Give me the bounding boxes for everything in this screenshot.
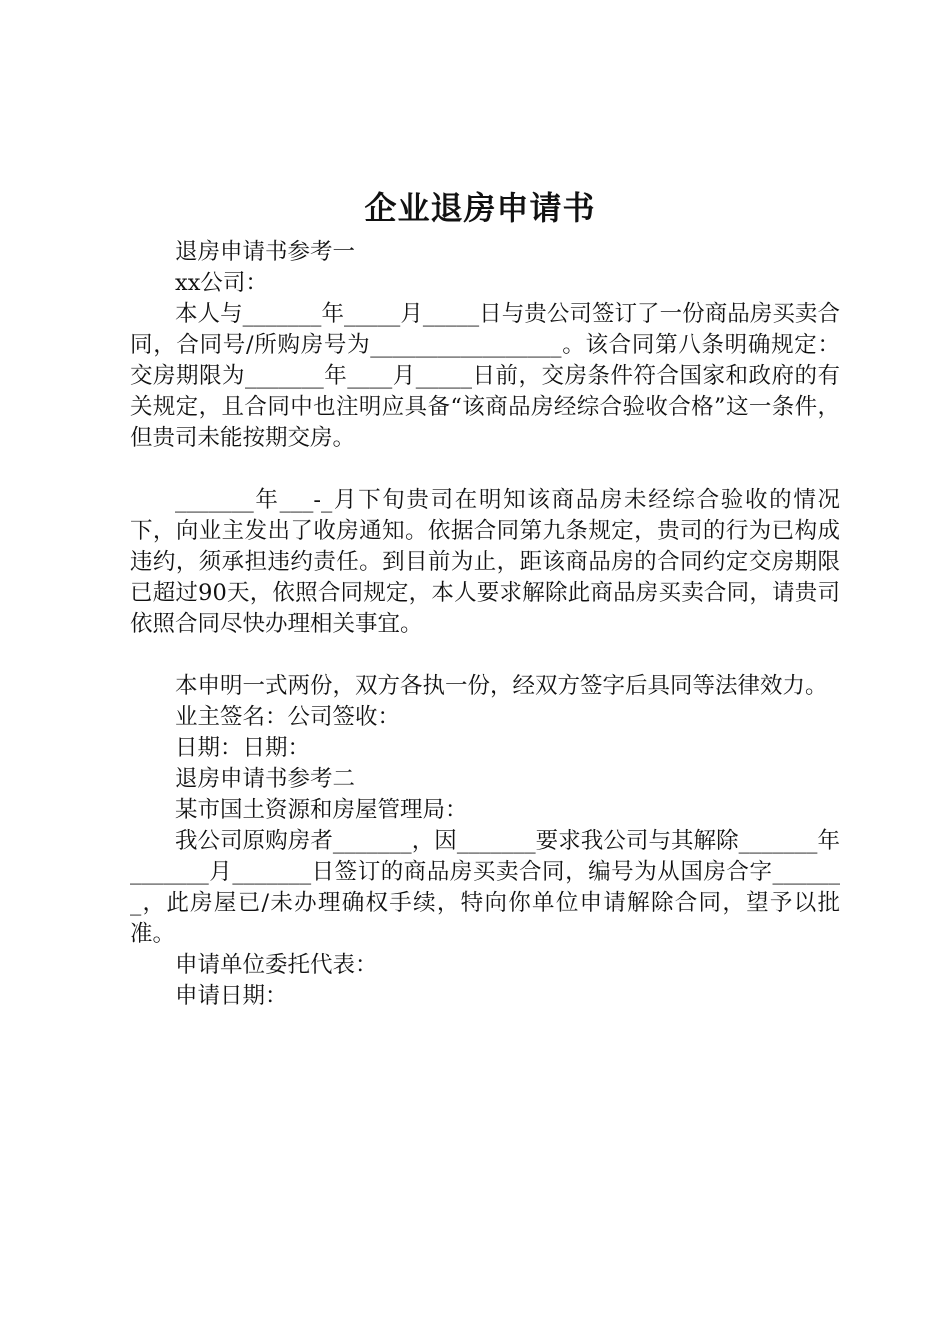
addressee-2: 某市国土资源和房屋管理局： (175, 797, 468, 823)
date-line: 日期：日期： (175, 735, 311, 761)
document-body (130, 237, 840, 1012)
applicant-representative-line: 申请单位委托代表： (175, 952, 378, 978)
signature-line: 业主签名：公司签收： (175, 704, 401, 730)
body-paragraph: 本人与_______年_____月_____日与贵公司签订了一份商品房买卖合同，合同号/所购房号为_________________。该合同第八条明确规定：交房期限为_______年____月_____日前，交房条件符合国家和政府的有关规定，且合同中也注明应具备“该商品房经综合验收合格”这一条件，但贵司未能按期交房。 (130, 301, 840, 451)
body-paragraph: 本申明一式两份，双方各执一份，经双方签字后具同等法律效力。 (175, 673, 828, 699)
application-date-line: 申请日期： (175, 983, 288, 1009)
body-paragraph: _______年___-_月下旬贵司在明知该商品房未经综合验收的情况下，向业主发出了收房通知。依据合同第九条规定，贵司的行为已构成违约，须承担违约责任。到目前为止，距该商品房的合同约定交房期限已超过90天，依照合同规定，本人要求解除此商品房买卖合同，请贵司依照合同尽快办理相关事宜。 (130, 487, 840, 637)
addressee-1: xx公司： (175, 270, 268, 296)
document-title: 企业退房申请书 (364, 189, 596, 227)
section-heading-2: 退房申请书参考二 (175, 766, 356, 792)
body-paragraph: 我公司原购房者_______，因_______要求我公司与其解除_______年_______月_______日签订的商品房买卖合同，编号为从国房合字_______，此房屋已/未办理确权手续，特向你单位申请解除合同，望予以批准。 (130, 828, 840, 947)
section-heading-1: 退房申请书参考一 (175, 239, 356, 265)
